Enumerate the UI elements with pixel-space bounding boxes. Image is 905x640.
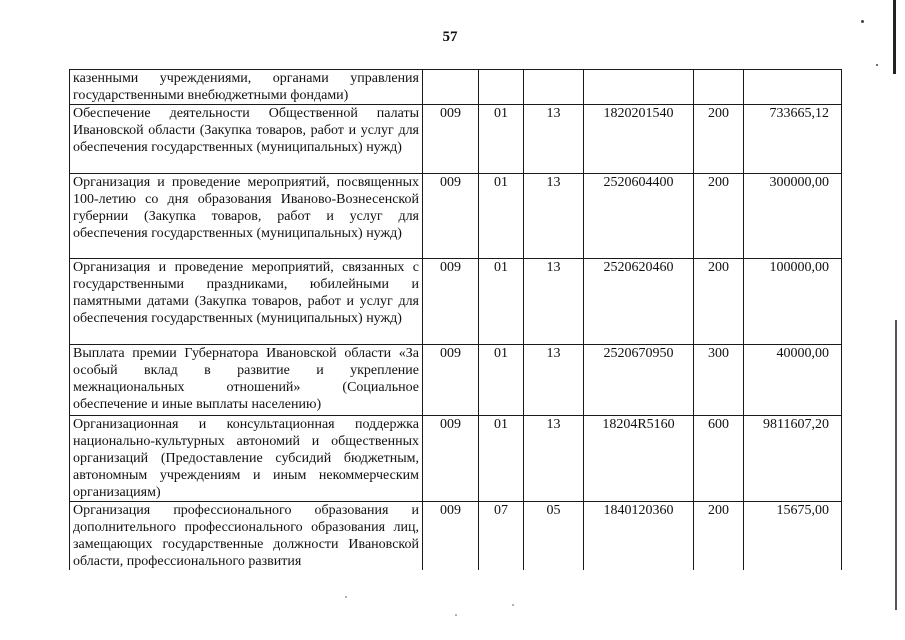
section-code: 01: [479, 174, 524, 259]
section-code: 01: [479, 345, 524, 416]
amount-value: 733665,12: [744, 105, 842, 174]
section-code: 01: [479, 416, 524, 502]
scan-margin-mark: [893, 0, 896, 74]
table-row: [70, 70, 842, 105]
table-row: [70, 416, 842, 502]
admin-code: 009: [423, 174, 479, 259]
amount-value: 300000,00: [744, 174, 842, 259]
scan-speck: [345, 596, 347, 598]
scan-speck: [861, 20, 864, 23]
row-description: Выплата премии Губернатора Ивановской области «За особый вклад в развитие и укрепление межнациональных отношений» (Социальное обеспечение и иные выплаты населению): [70, 345, 423, 416]
subsection-code: 13: [524, 416, 584, 502]
row-description: Организация и проведение мероприятий, связанных с государственными праздниками, юбилейными и памятными датами (Закупка товаров, работ и услуг для обеспечения государственных (муниципальных) нужд): [70, 259, 423, 345]
subsection-code: 13: [524, 174, 584, 259]
row-description: Организация профессионального образования и дополнительного профессионального образования лиц, замещающих государственные должности Ивановской области, профессионального развития: [70, 502, 423, 571]
target-article-code: 1840120360: [584, 502, 694, 571]
table-row: [70, 345, 842, 416]
admin-code: [423, 70, 479, 105]
target-article-code: [584, 70, 694, 105]
section-code: 01: [479, 259, 524, 345]
target-article-code: 2520670950: [584, 345, 694, 416]
expense-type-code: 200: [694, 174, 744, 259]
section-code: 07: [479, 502, 524, 571]
row-description: Организационная и консультационная поддержка национально-культурных автономий и общественных организаций (Предоставление субсидий бюджетным, автономным учреждениям и иным некоммерческим организациям): [70, 416, 423, 502]
budget-table: [69, 69, 842, 570]
page-number: 57: [442, 29, 458, 45]
expense-type-code: 200: [694, 259, 744, 345]
subsection-code: 13: [524, 259, 584, 345]
scan-speck: [455, 614, 457, 616]
row-description: казенными учреждениями, органами управления государственными внебюджетными фондами): [70, 70, 423, 105]
subsection-code: 05: [524, 502, 584, 571]
row-description: Организация и проведение мероприятий, посвященных 100-летию со дня образования Иваново-Вознесенской губернии (Закупка товаров, работ и услуг для обеспечения государственных (муниципальных) нужд): [70, 174, 423, 259]
row-description: Обеспечение деятельности Общественной палаты Ивановской области (Закупка товаров, работ и услуг для обеспечения государственных (муниципальных) нужд): [70, 105, 423, 174]
amount-value: 15675,00: [744, 502, 842, 571]
expense-type-code: 200: [694, 502, 744, 571]
expense-type-code: 600: [694, 416, 744, 502]
target-article-code: 18204R5160: [584, 416, 694, 502]
table-row: [70, 174, 842, 259]
subsection-code: 13: [524, 345, 584, 416]
amount-value: 100000,00: [744, 259, 842, 345]
table-row: [70, 502, 842, 571]
amount-value: [744, 70, 842, 105]
scan-speck: [512, 604, 514, 606]
amount-value: 9811607,20: [744, 416, 842, 502]
expense-type-code: [694, 70, 744, 105]
admin-code: 009: [423, 345, 479, 416]
admin-code: 009: [423, 105, 479, 174]
section-code: [479, 70, 524, 105]
expense-type-code: 200: [694, 105, 744, 174]
target-article-code: 1820201540: [584, 105, 694, 174]
admin-code: 009: [423, 502, 479, 571]
admin-code: 009: [423, 259, 479, 345]
amount-value: 40000,00: [744, 345, 842, 416]
expense-type-code: 300: [694, 345, 744, 416]
scan-speck: [876, 64, 878, 66]
subsection-code: [524, 70, 584, 105]
section-code: 01: [479, 105, 524, 174]
table-row: [70, 105, 842, 174]
admin-code: 009: [423, 416, 479, 502]
table-row: [70, 259, 842, 345]
subsection-code: 13: [524, 105, 584, 174]
scan-margin-mark: [895, 320, 897, 610]
target-article-code: 2520604400: [584, 174, 694, 259]
target-article-code: 2520620460: [584, 259, 694, 345]
